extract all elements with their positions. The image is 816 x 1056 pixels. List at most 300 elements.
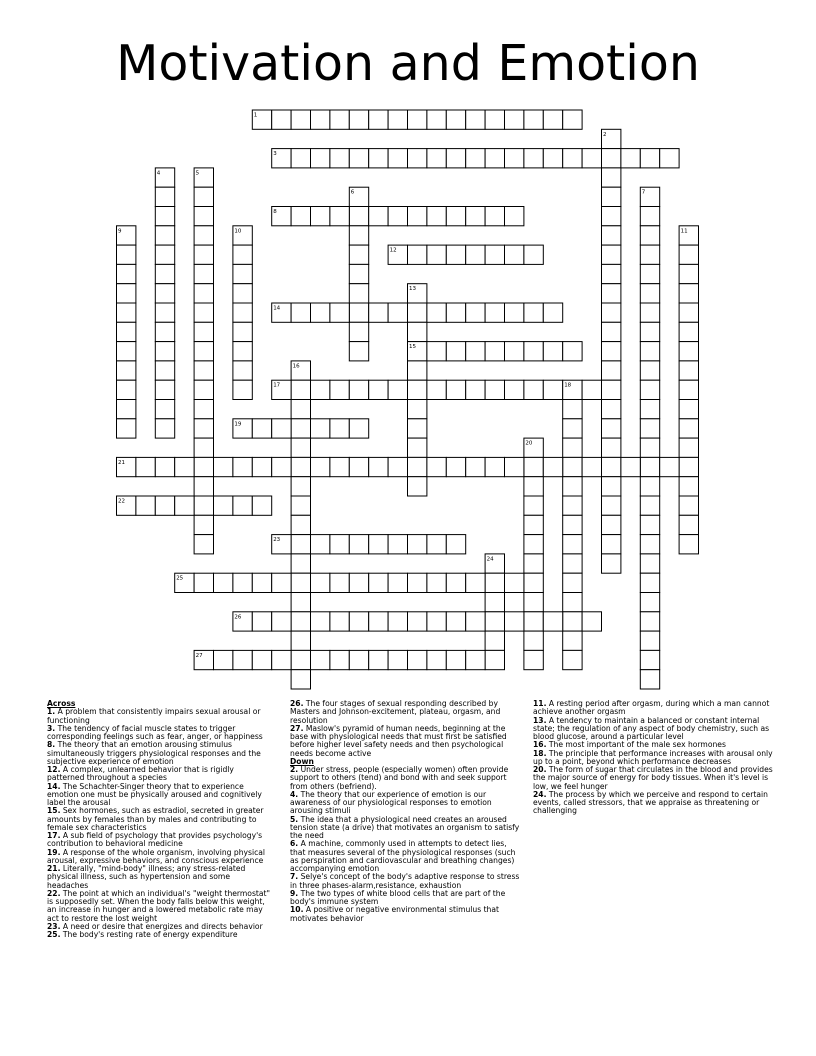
grid-cell[interactable] [466, 110, 485, 129]
grid-cell[interactable] [446, 149, 465, 168]
grid-cell[interactable] [640, 149, 659, 168]
grid-cell[interactable] [408, 207, 427, 226]
grid-cell[interactable] [602, 496, 621, 515]
grid-cell[interactable] [291, 457, 310, 476]
grid-cell[interactable] [311, 110, 330, 129]
grid-cell[interactable] [466, 650, 485, 669]
grid-cell[interactable] [602, 168, 621, 187]
grid-cell[interactable] [233, 303, 252, 322]
grid-cell[interactable] [311, 573, 330, 592]
grid-cell[interactable] [640, 264, 659, 283]
grid-cell[interactable] [388, 207, 407, 226]
grid-cell[interactable] [446, 380, 465, 399]
grid-cell[interactable] [369, 650, 388, 669]
grid-cell[interactable] [349, 207, 368, 226]
grid-cell[interactable] [602, 226, 621, 245]
grid-cell[interactable] [369, 573, 388, 592]
grid-cell[interactable] [563, 477, 582, 496]
grid-cell[interactable] [117, 361, 136, 380]
grid-cell[interactable] [543, 303, 562, 322]
grid-cell[interactable] [563, 593, 582, 612]
grid-cell[interactable] [233, 284, 252, 303]
grid-cell[interactable] [505, 207, 524, 226]
grid-cell[interactable] [582, 457, 601, 476]
grid-cell[interactable] [194, 438, 213, 457]
grid-cell[interactable] [485, 650, 504, 669]
grid-cell[interactable] [563, 149, 582, 168]
grid-cell[interactable] [330, 573, 349, 592]
grid-cell[interactable] [291, 303, 310, 322]
grid-cell[interactable] [563, 554, 582, 573]
grid-cell[interactable] [640, 342, 659, 361]
grid-cell[interactable] [311, 419, 330, 438]
grid-cell[interactable] [640, 400, 659, 419]
grid-cell[interactable] [369, 110, 388, 129]
grid-cell[interactable] [311, 207, 330, 226]
grid-cell[interactable] [311, 303, 330, 322]
grid-cell[interactable] [679, 477, 698, 496]
grid-cell[interactable] [369, 612, 388, 631]
grid-cell[interactable] [602, 303, 621, 322]
grid-cell[interactable] [311, 149, 330, 168]
grid-cell[interactable] [214, 573, 233, 592]
grid-cell[interactable] [602, 361, 621, 380]
grid-cell[interactable] [349, 245, 368, 264]
grid-cell[interactable] [602, 187, 621, 206]
grid-cell[interactable] [408, 457, 427, 476]
grid-cell[interactable] [543, 342, 562, 361]
grid-cell[interactable] [524, 515, 543, 534]
grid-cell[interactable] [233, 322, 252, 341]
grid-cell[interactable] [349, 284, 368, 303]
grid-cell[interactable] [175, 496, 194, 515]
grid-cell[interactable] [543, 380, 562, 399]
grid-cell[interactable] [291, 207, 310, 226]
grid-cell[interactable] [408, 419, 427, 438]
grid-cell[interactable] [602, 149, 621, 168]
grid-cell[interactable] [524, 573, 543, 592]
grid-cell[interactable] [194, 496, 213, 515]
grid-cell[interactable] [466, 612, 485, 631]
grid-cell[interactable] [194, 264, 213, 283]
grid-cell[interactable] [408, 110, 427, 129]
grid-cell[interactable] [582, 149, 601, 168]
grid-cell[interactable] [155, 419, 174, 438]
grid-cell[interactable] [621, 149, 640, 168]
grid-cell[interactable] [272, 457, 291, 476]
grid-cell[interactable] [330, 457, 349, 476]
grid-cell[interactable] [640, 438, 659, 457]
grid-cell[interactable] [427, 380, 446, 399]
grid-cell[interactable] [640, 457, 659, 476]
grid-cell[interactable] [640, 207, 659, 226]
grid-cell[interactable] [291, 496, 310, 515]
grid-cell[interactable] [155, 245, 174, 264]
grid-cell[interactable] [640, 226, 659, 245]
grid-cell[interactable] [311, 380, 330, 399]
grid-cell[interactable] [602, 554, 621, 573]
grid-cell[interactable] [602, 322, 621, 341]
grid-cell[interactable] [388, 457, 407, 476]
grid-cell[interactable] [252, 496, 271, 515]
grid-cell[interactable] [330, 535, 349, 554]
grid-cell[interactable] [408, 149, 427, 168]
grid-cell[interactable] [194, 361, 213, 380]
grid-cell[interactable] [311, 650, 330, 669]
grid-cell[interactable] [427, 573, 446, 592]
grid-cell[interactable] [427, 342, 446, 361]
grid-cell[interactable] [582, 612, 601, 631]
grid-cell[interactable] [640, 650, 659, 669]
grid-cell[interactable] [291, 110, 310, 129]
grid-cell[interactable] [524, 612, 543, 631]
grid-cell[interactable] [427, 149, 446, 168]
grid-cell[interactable] [679, 284, 698, 303]
grid-cell[interactable] [446, 207, 465, 226]
grid-cell[interactable] [291, 593, 310, 612]
grid-cell[interactable] [524, 535, 543, 554]
grid-cell[interactable] [330, 149, 349, 168]
grid-cell[interactable] [427, 303, 446, 322]
grid-cell[interactable] [349, 149, 368, 168]
grid-cell[interactable] [505, 110, 524, 129]
grid-cell[interactable] [194, 226, 213, 245]
grid-cell[interactable] [524, 457, 543, 476]
grid-cell[interactable] [272, 650, 291, 669]
grid-cell[interactable] [408, 573, 427, 592]
grid-cell[interactable] [291, 670, 310, 689]
grid-cell[interactable] [466, 457, 485, 476]
grid-cell[interactable] [427, 110, 446, 129]
grid-cell[interactable] [485, 245, 504, 264]
grid-cell[interactable] [466, 245, 485, 264]
grid-cell[interactable] [369, 380, 388, 399]
grid-cell[interactable] [640, 361, 659, 380]
grid-cell[interactable] [466, 207, 485, 226]
grid-cell[interactable] [485, 303, 504, 322]
grid-cell[interactable] [427, 650, 446, 669]
grid-cell[interactable] [349, 264, 368, 283]
grid-cell[interactable] [640, 554, 659, 573]
grid-cell[interactable] [194, 284, 213, 303]
grid-cell[interactable] [117, 342, 136, 361]
grid-cell[interactable] [427, 612, 446, 631]
grid-cell[interactable] [291, 650, 310, 669]
grid-cell[interactable] [524, 496, 543, 515]
grid-cell[interactable] [349, 457, 368, 476]
grid-cell[interactable] [349, 303, 368, 322]
grid-cell[interactable] [679, 535, 698, 554]
grid-cell[interactable] [640, 515, 659, 534]
grid-cell[interactable] [155, 361, 174, 380]
grid-cell[interactable] [117, 284, 136, 303]
grid-cell[interactable] [446, 535, 465, 554]
grid-cell[interactable] [679, 342, 698, 361]
grid-cell[interactable] [602, 207, 621, 226]
grid-cell[interactable] [291, 477, 310, 496]
grid-cell[interactable] [446, 612, 465, 631]
grid-cell[interactable] [233, 245, 252, 264]
grid-cell[interactable] [117, 400, 136, 419]
grid-cell[interactable] [194, 322, 213, 341]
grid-cell[interactable] [660, 457, 679, 476]
grid-cell[interactable] [117, 245, 136, 264]
grid-cell[interactable] [330, 612, 349, 631]
grid-cell[interactable] [563, 631, 582, 650]
grid-cell[interactable] [155, 322, 174, 341]
grid-cell[interactable] [563, 457, 582, 476]
grid-cell[interactable] [291, 149, 310, 168]
grid-cell[interactable] [679, 515, 698, 534]
grid-cell[interactable] [505, 457, 524, 476]
grid-cell[interactable] [446, 457, 465, 476]
grid-cell[interactable] [485, 342, 504, 361]
grid-cell[interactable] [640, 535, 659, 554]
grid-cell[interactable] [117, 264, 136, 283]
grid-cell[interactable] [194, 187, 213, 206]
grid-cell[interactable] [291, 380, 310, 399]
grid-cell[interactable] [505, 149, 524, 168]
grid-cell[interactable] [233, 342, 252, 361]
grid-cell[interactable] [194, 207, 213, 226]
grid-cell[interactable] [408, 650, 427, 669]
grid-cell[interactable] [524, 149, 543, 168]
grid-cell[interactable] [446, 573, 465, 592]
grid-cell[interactable] [388, 110, 407, 129]
grid-cell[interactable] [427, 245, 446, 264]
grid-cell[interactable] [485, 457, 504, 476]
grid-cell[interactable] [252, 573, 271, 592]
grid-cell[interactable] [117, 303, 136, 322]
grid-cell[interactable] [485, 149, 504, 168]
grid-cell[interactable] [563, 612, 582, 631]
grid-cell[interactable] [524, 110, 543, 129]
grid-cell[interactable] [155, 400, 174, 419]
grid-cell[interactable] [233, 264, 252, 283]
grid-cell[interactable] [155, 264, 174, 283]
grid-cell[interactable] [640, 612, 659, 631]
grid-cell[interactable] [524, 342, 543, 361]
grid-cell[interactable] [466, 342, 485, 361]
grid-cell[interactable] [408, 477, 427, 496]
grid-cell[interactable] [543, 457, 562, 476]
grid-cell[interactable] [466, 149, 485, 168]
grid-cell[interactable] [446, 303, 465, 322]
grid-cell[interactable] [679, 264, 698, 283]
grid-cell[interactable] [388, 535, 407, 554]
grid-cell[interactable] [640, 573, 659, 592]
grid-cell[interactable] [330, 419, 349, 438]
grid-cell[interactable] [408, 380, 427, 399]
grid-cell[interactable] [214, 496, 233, 515]
grid-cell[interactable] [272, 110, 291, 129]
grid-cell[interactable] [485, 612, 504, 631]
grid-cell[interactable] [679, 419, 698, 438]
grid-cell[interactable] [155, 342, 174, 361]
grid-cell[interactable] [349, 573, 368, 592]
grid-cell[interactable] [446, 245, 465, 264]
grid-cell[interactable] [505, 573, 524, 592]
grid-cell[interactable] [233, 573, 252, 592]
grid-cell[interactable] [349, 419, 368, 438]
grid-cell[interactable] [640, 284, 659, 303]
grid-cell[interactable] [388, 380, 407, 399]
grid-cell[interactable] [524, 554, 543, 573]
grid-cell[interactable] [408, 303, 427, 322]
grid-cell[interactable] [563, 573, 582, 592]
grid-cell[interactable] [505, 245, 524, 264]
grid-cell[interactable] [505, 303, 524, 322]
grid-cell[interactable] [543, 149, 562, 168]
grid-cell[interactable] [602, 419, 621, 438]
grid-cell[interactable] [427, 207, 446, 226]
grid-cell[interactable] [291, 631, 310, 650]
grid-cell[interactable] [272, 573, 291, 592]
grid-cell[interactable] [466, 380, 485, 399]
grid-cell[interactable] [505, 380, 524, 399]
grid-cell[interactable] [136, 496, 155, 515]
grid-cell[interactable] [194, 477, 213, 496]
grid-cell[interactable] [524, 477, 543, 496]
grid-cell[interactable] [640, 245, 659, 264]
grid-cell[interactable] [349, 650, 368, 669]
grid-cell[interactable] [194, 303, 213, 322]
grid-cell[interactable] [233, 457, 252, 476]
grid-cell[interactable] [175, 457, 194, 476]
grid-cell[interactable] [679, 496, 698, 515]
grid-cell[interactable] [369, 149, 388, 168]
grid-cell[interactable] [388, 650, 407, 669]
grid-cell[interactable] [117, 419, 136, 438]
grid-cell[interactable] [330, 650, 349, 669]
grid-cell[interactable] [194, 342, 213, 361]
grid-cell[interactable] [446, 110, 465, 129]
grid-cell[interactable] [621, 457, 640, 476]
grid-cell[interactable] [291, 554, 310, 573]
grid-cell[interactable] [155, 187, 174, 206]
grid-cell[interactable] [563, 496, 582, 515]
grid-cell[interactable] [349, 342, 368, 361]
grid-cell[interactable] [640, 419, 659, 438]
grid-cell[interactable] [602, 245, 621, 264]
grid-cell[interactable] [679, 400, 698, 419]
grid-cell[interactable] [427, 457, 446, 476]
grid-cell[interactable] [117, 322, 136, 341]
grid-cell[interactable] [505, 612, 524, 631]
grid-cell[interactable] [349, 110, 368, 129]
grid-cell[interactable] [388, 303, 407, 322]
grid-cell[interactable] [252, 457, 271, 476]
grid-cell[interactable] [155, 380, 174, 399]
grid-cell[interactable] [563, 400, 582, 419]
grid-cell[interactable] [602, 264, 621, 283]
grid-cell[interactable] [214, 650, 233, 669]
grid-cell[interactable] [330, 303, 349, 322]
grid-cell[interactable] [194, 419, 213, 438]
grid-cell[interactable] [155, 496, 174, 515]
grid-cell[interactable] [291, 438, 310, 457]
grid-cell[interactable] [640, 593, 659, 612]
grid-cell[interactable] [640, 303, 659, 322]
grid-cell[interactable] [349, 322, 368, 341]
grid-cell[interactable] [602, 477, 621, 496]
grid-cell[interactable] [640, 380, 659, 399]
grid-cell[interactable] [640, 670, 659, 689]
grid-cell[interactable] [563, 342, 582, 361]
grid-cell[interactable] [485, 631, 504, 650]
grid-cell[interactable] [311, 612, 330, 631]
grid-cell[interactable] [602, 284, 621, 303]
grid-cell[interactable] [349, 612, 368, 631]
grid-cell[interactable] [485, 593, 504, 612]
grid-cell[interactable] [194, 573, 213, 592]
grid-cell[interactable] [330, 380, 349, 399]
grid-cell[interactable] [563, 535, 582, 554]
grid-cell[interactable] [155, 226, 174, 245]
grid-cell[interactable] [524, 380, 543, 399]
grid-cell[interactable] [252, 419, 271, 438]
grid-cell[interactable] [311, 457, 330, 476]
grid-cell[interactable] [136, 457, 155, 476]
grid-cell[interactable] [446, 342, 465, 361]
grid-cell[interactable] [388, 149, 407, 168]
grid-cell[interactable] [330, 110, 349, 129]
grid-cell[interactable] [291, 419, 310, 438]
grid-cell[interactable] [369, 303, 388, 322]
grid-cell[interactable] [602, 400, 621, 419]
grid-cell[interactable] [291, 400, 310, 419]
grid-cell[interactable] [563, 650, 582, 669]
grid-cell[interactable] [388, 612, 407, 631]
grid-cell[interactable] [602, 380, 621, 399]
grid-cell[interactable] [311, 535, 330, 554]
grid-cell[interactable] [543, 110, 562, 129]
grid-cell[interactable] [349, 535, 368, 554]
grid-cell[interactable] [485, 380, 504, 399]
grid-cell[interactable] [408, 438, 427, 457]
grid-cell[interactable] [349, 380, 368, 399]
grid-cell[interactable] [369, 457, 388, 476]
grid-cell[interactable] [640, 631, 659, 650]
grid-cell[interactable] [563, 419, 582, 438]
grid-cell[interactable] [194, 400, 213, 419]
grid-cell[interactable] [602, 438, 621, 457]
grid-cell[interactable] [679, 245, 698, 264]
grid-cell[interactable] [155, 457, 174, 476]
grid-cell[interactable] [524, 303, 543, 322]
grid-cell[interactable] [233, 650, 252, 669]
grid-cell[interactable] [446, 650, 465, 669]
grid-cell[interactable] [563, 110, 582, 129]
grid-cell[interactable] [155, 207, 174, 226]
grid-cell[interactable] [155, 284, 174, 303]
grid-cell[interactable] [524, 631, 543, 650]
grid-cell[interactable] [679, 457, 698, 476]
grid-cell[interactable] [582, 380, 601, 399]
grid-cell[interactable] [660, 149, 679, 168]
grid-cell[interactable] [369, 535, 388, 554]
grid-cell[interactable] [194, 245, 213, 264]
grid-cell[interactable] [602, 515, 621, 534]
grid-cell[interactable] [408, 245, 427, 264]
grid-cell[interactable] [252, 650, 271, 669]
grid-cell[interactable] [272, 612, 291, 631]
grid-cell[interactable] [117, 380, 136, 399]
grid-cell[interactable] [408, 612, 427, 631]
grid-cell[interactable] [485, 573, 504, 592]
grid-cell[interactable] [485, 110, 504, 129]
grid-cell[interactable] [563, 438, 582, 457]
